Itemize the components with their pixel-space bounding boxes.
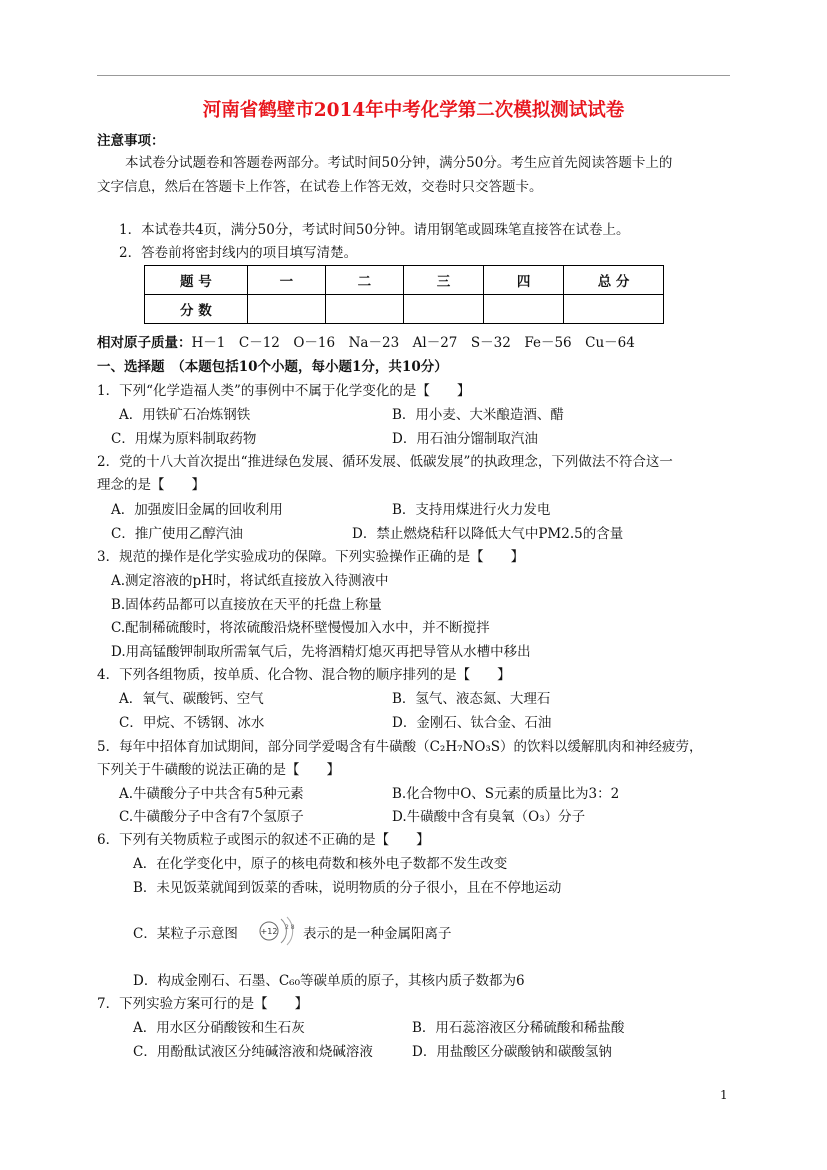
option-d: D．禁止燃烧秸秆以降低大气中PM2.5的含量 xyxy=(352,526,624,542)
table-row xyxy=(145,266,664,295)
table-row-label: 分 数 xyxy=(145,295,248,324)
option-a: A.测定溶液的pH时，将试纸直接放入待测液中 xyxy=(111,573,389,589)
option-c-before: C．某粒子示意图 xyxy=(133,926,238,942)
option-c: C.配制稀硫酸时，将浓硫酸沿烧杯壁慢慢加入水中，并不断搅拌 xyxy=(111,620,490,636)
option-c: C．推广使用乙醇汽油 xyxy=(111,526,243,542)
question-stem: 4．下列各组物质，按单质、化合物、混合物的顺序排列的是【 】 xyxy=(97,667,511,683)
option-d: D.牛磺酸中含有臭氧（O₃）分子 xyxy=(392,809,586,825)
table-header-cell: 题 号 xyxy=(145,266,248,295)
option-b: B．未见饭菜就闻到饭菜的香味，说明物质的分子很小，且在不停地运动 xyxy=(133,880,562,896)
question-stem: 5．每年中招体育加试期间，部分同学爱喝含有牛磺酸（C₂H₇NO₃S）的饮料以缓解肌肉和神经疲劳， xyxy=(97,739,703,755)
question-stem: 1．下列“化学造福人类”的事例中不属于化学变化的是【 】 xyxy=(97,383,471,399)
score-cell[interactable] xyxy=(484,295,564,324)
option-c: C.牛磺酸分子中含有7个氢原子 xyxy=(119,809,304,825)
notice-item: 1．本试卷共4页，满分50分，考试时间50分钟。请用钢笔或圆珠笔直接答在试卷上。 xyxy=(119,222,630,238)
option-b: B．氢气、液态氮、大理石 xyxy=(392,691,551,707)
notice-item: 2．答卷前将密封线内的项目填写清楚。 xyxy=(119,245,358,261)
section-heading: 一、选择题 （本题包括10个小题，每小题1分，共10分） xyxy=(97,359,448,375)
option-b: B．用小麦、大米酿造酒、醋 xyxy=(392,407,564,423)
question-stem: 理念的是【 】 xyxy=(97,477,205,493)
particle-shell-label: 2 8 xyxy=(285,924,295,931)
option-a: A．用铁矿石冶炼钢铁 xyxy=(119,407,251,423)
option-a: A.牛磺酸分子中共含有5种元素 xyxy=(119,786,304,802)
option-a: A．用水区分硝酸铵和生石灰 xyxy=(133,1020,305,1036)
option-a: A．在化学变化中，原子的核电荷数和核外电子数都不发生改变 xyxy=(133,856,508,872)
option-b: B．支持用煤进行火力发电 xyxy=(392,502,551,518)
notice-heading: 注意事项： xyxy=(97,133,165,149)
question-stem: 2．党的十八大首次提出“推进绿色发展、循环发展、低碳发展”的执政理念，下列做法不符合这一 xyxy=(97,454,673,470)
table-header-cell: 总 分 xyxy=(564,266,664,295)
score-cell[interactable] xyxy=(325,295,403,324)
option-b: B.化合物中O、S元素的质量比为3：2 xyxy=(392,786,620,802)
score-cell[interactable] xyxy=(564,295,664,324)
option-c: C．用酚酞试液区分纯碱溶液和烧碱溶液 xyxy=(133,1044,373,1060)
option-d: D．用石油分馏制取汽油 xyxy=(392,431,538,447)
notice-line: 文字信息，然后在答题卡上作答，在试卷上作答无效，交卷时只交答题卡。 xyxy=(97,179,543,195)
option-d: D．用盐酸区分碳酸钠和碳酸氢钠 xyxy=(412,1044,612,1060)
option-c: C．用煤为原料制取药物 xyxy=(111,431,257,447)
header-rule xyxy=(97,75,730,76)
page-title: 河南省鹤壁市2014年中考化学第二次模拟测试试卷 xyxy=(202,100,625,121)
table-row xyxy=(145,295,664,324)
option-a: A．加强废旧金属的回收利用 xyxy=(111,502,283,518)
question-stem: 下列关于牛磺酸的说法正确的是【 】 xyxy=(97,762,340,778)
question-stem: 7．下列实验方案可行的是【 】 xyxy=(97,996,309,1012)
table-header-cell: 三 xyxy=(403,266,483,295)
score-cell[interactable] xyxy=(247,295,325,324)
option-d: D.用高锰酸钾制取所需氧气后，先将酒精灯熄灭再把导管从水槽中移出 xyxy=(111,644,531,660)
particle-diagram xyxy=(257,911,297,951)
option-d: D．构成金刚石、石墨、C₆₀等碳单质的原子，其核内质子数都为6 xyxy=(133,973,525,989)
score-cell[interactable] xyxy=(403,295,483,324)
option-b: B．用石蕊溶液区分稀硫酸和稀盐酸 xyxy=(412,1020,625,1036)
option-c-after: 表示的是一种金属阳离子 xyxy=(303,926,452,942)
score-table xyxy=(144,265,664,324)
particle-core-label: +12 xyxy=(260,927,278,936)
option-d: D．金刚石、钛合金、石油 xyxy=(392,715,552,731)
notice-line: 本试卷分试题卷和答题卷两部分。考试时间50分钟，满分50分。考生应首先阅读答题卡上的 xyxy=(125,155,673,171)
atomic-mass-label: 相对原子质量： xyxy=(97,335,192,351)
option-b: B.固体药品都可以直接放在天平的托盘上称量 xyxy=(111,597,382,613)
table-header-cell: 二 xyxy=(325,266,403,295)
option-a: A．氧气、碳酸钙、空气 xyxy=(119,691,264,707)
atomic-mass xyxy=(97,334,635,352)
question-stem: 3．规范的操作是化学实验成功的保障。下列实验操作正确的是【 】 xyxy=(97,549,525,565)
table-header-cell: 四 xyxy=(484,266,564,295)
atomic-mass-values: H－1 C－12 O－16 Na－23 Al－27 S－32 Fe－56 Cu－64 xyxy=(191,335,635,351)
table-header-cell: 一 xyxy=(247,266,325,295)
page-number: 1 xyxy=(720,1088,728,1102)
option-c: C．甲烷、不锈钢、冰水 xyxy=(119,715,265,731)
question-stem: 6．下列有关物质粒子或图示的叙述不正确的是【 】 xyxy=(97,832,430,848)
